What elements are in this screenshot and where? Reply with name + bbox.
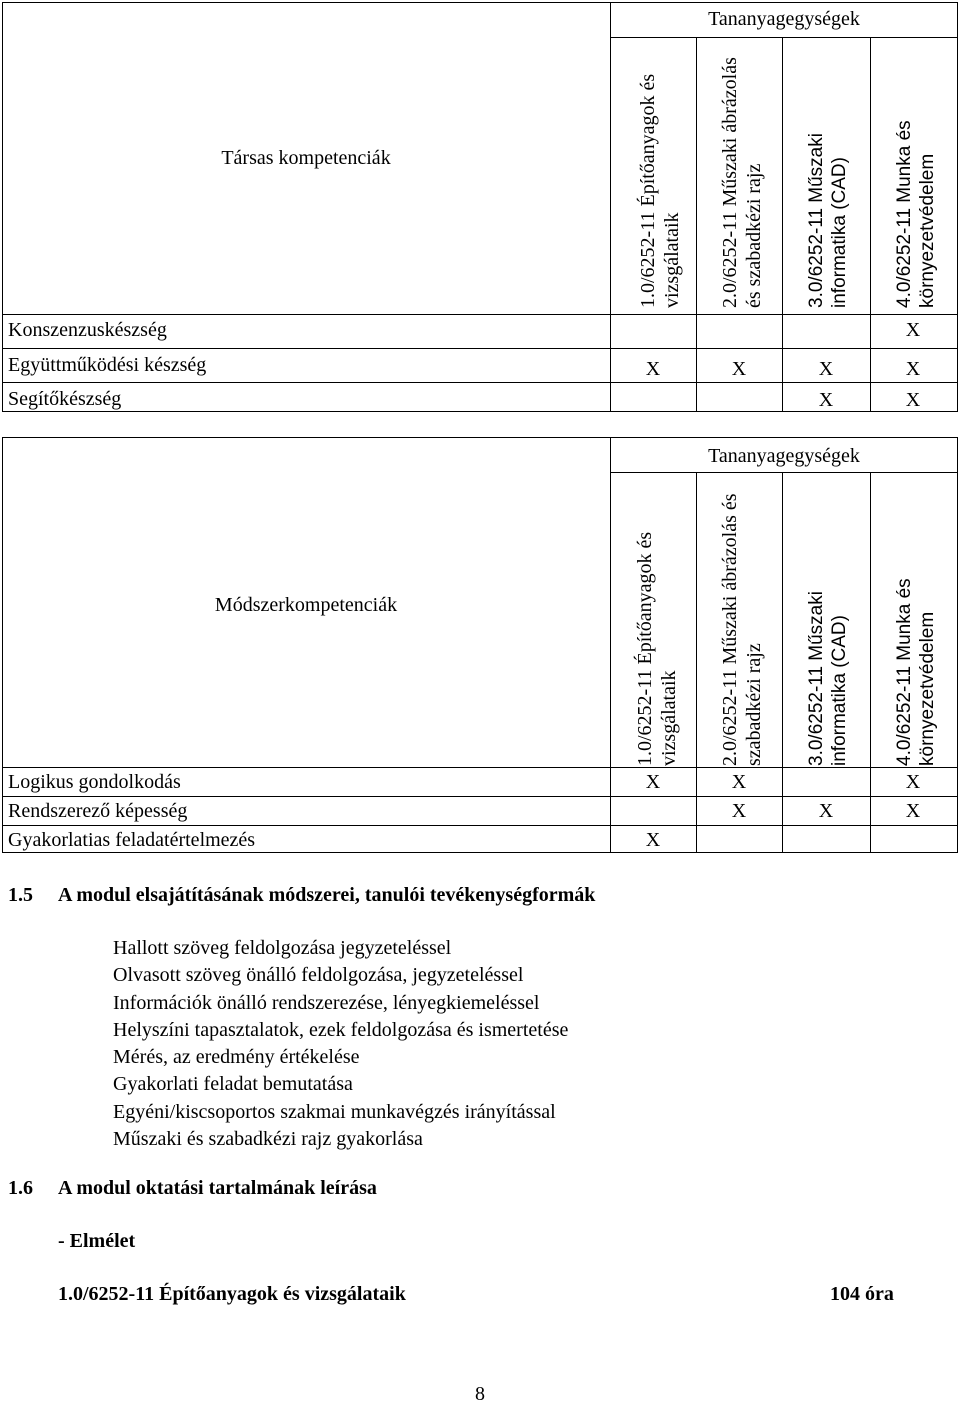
section-number: 1.6 [8,1177,33,1199]
content-item-title: 1.0/6252-11 Építőanyagok és vizsgálataik [58,1283,406,1305]
list-item: Helyszíni tapasztalatok, ezek feldolgozása és ismertetése [113,1018,569,1041]
theory-subheading: - Elmélet [58,1230,136,1252]
table1-col-header-2: 2.0/6252-11 Műszaki ábrázolás és szabadkézi rajz [719,57,765,308]
table2-mark: X [818,800,834,822]
table1-title: Társas kompetenciák [221,147,391,169]
table2-title: Módszerkompetenciák [214,594,398,616]
table1-mark: X [818,358,834,380]
table2-row-label: Rendszerező képesség [8,800,188,822]
table2-mark: X [645,771,661,793]
table1-group-header: Tananyagegységek [708,8,860,30]
table1-col-header-1: 1.0/6252-11 Építőanyagok és vizsgálataik [637,73,683,308]
table1-mark: X [645,358,661,380]
table2-row-label: Gyakorlatias feladatértelmezés [8,829,256,851]
table2-col-header-4: 4.0/6252-11 Munka és környezetvédelem [894,578,938,766]
page-number: 8 [475,1383,485,1405]
section-number: 1.5 [8,884,33,906]
section-title: A modul elsajátításának módszerei, tanulói tevékenységformák [58,884,596,906]
content-item-hours: 104 óra [830,1283,894,1305]
list-item: Egyéni/kiscsoportos szakmai munkavégzés irányítással [113,1100,556,1123]
table2-col-header-2: 2.0/6252-11 Műszaki ábrázolás és szabadkézi rajz [719,493,765,766]
list-item: Gyakorlati feladat bemutatása [113,1073,353,1096]
list-item: Olvasott szöveg önálló feldolgozása, jegyzeteléssel [113,964,524,987]
table1-col-header-3: 3.0/6252-11 Műszaki informatika (CAD) [806,133,850,308]
table1-row-label: Konszenzuskészség [8,319,167,341]
table1-row-label: Együttműködési készség [8,354,207,376]
table1-mark: X [818,389,834,411]
table2-mark: X [905,800,921,822]
table1-mark: X [731,358,747,380]
table1-mark: X [905,358,921,380]
list-item: Műszaki és szabadkézi rajz gyakorlása [113,1128,423,1151]
section-1-5-heading [8,884,595,906]
table2-mark: X [905,771,921,793]
table1-mark: X [905,319,921,341]
table2-group-header: Tananyagegységek [708,445,860,467]
table2-row-label: Logikus gondolkodás [8,771,181,793]
method-list [113,935,568,1153]
table1-mark: X [905,389,921,411]
table2-col-header-1: 1.0/6252-11 Építőanyagok és vizsgálataik [634,531,680,766]
table1-row-label: Segítőkészség [8,388,122,410]
section-title: A modul oktatási tartalmának leírása [58,1177,377,1199]
list-item: Hallott szöveg feldolgozása jegyzeteléssel [113,937,452,959]
list-item: Mérés, az eredmény értékelése [113,1046,360,1069]
list-item: Információk önálló rendszerezése, lényegkiemeléssel [113,991,540,1014]
table2-col-header-3: 3.0/6252-11 Műszaki informatika (CAD) [806,591,850,766]
table1-col-header-4: 4.0/6252-11 Munka és környezetvédelem [894,120,938,308]
table2-mark: X [645,829,661,851]
section-1-6-heading [8,1177,377,1199]
table2-mark: X [731,771,747,793]
table2-mark: X [731,800,747,822]
